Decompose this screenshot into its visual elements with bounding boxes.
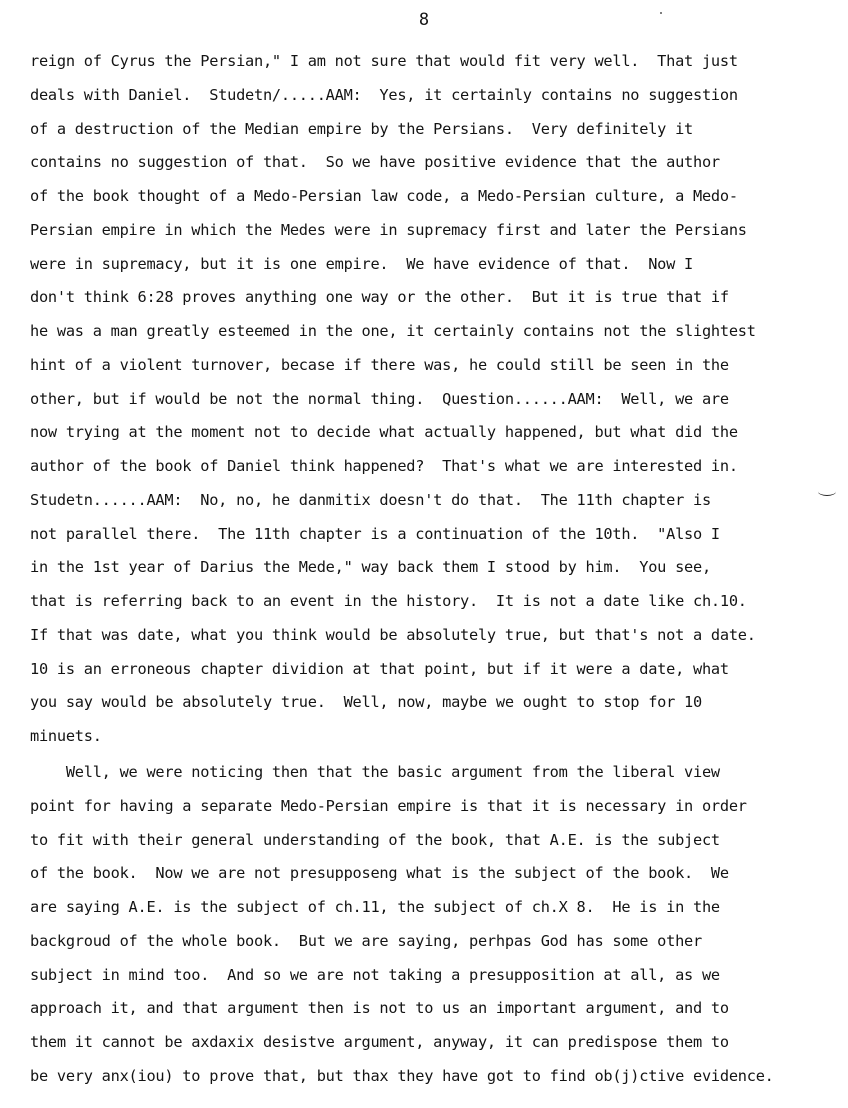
text-line: in the 1st year of Darius the Mede," way back them I stood by him. You see, — [30, 558, 711, 577]
text-line: now trying at the moment not to decide what actually happened, but what did the — [30, 423, 738, 442]
text-line: be very anx(iou) to prove that, but thax they have got to find ob(j)ctive evidence. — [30, 1066, 774, 1085]
text-line: Studetn......AAM: No, no, he danmitix doesn't do that. The 11th chapter is — [30, 490, 711, 509]
paragraph-start-line: Well, we were noticing then that the basic argument from the liberal view — [30, 763, 720, 781]
text-line: of a destruction of the Median empire by the Persians. Very definitely it — [30, 119, 694, 138]
text-line: point for having a separate Medo-Persian empire is that it is necessary in order — [30, 796, 747, 815]
text-line: of the book thought of a Medo-Persian law code, a Medo-Persian culture, a Medo- — [30, 187, 738, 205]
text-line: that is referring back to an event in the history. It is not a date like ch.10. — [30, 592, 747, 610]
text-line: you say would be absolutely true. Well, now, maybe we ought to stop for 10 — [30, 693, 702, 712]
text-line: backgroud of the whole book. But we are saying, perhpas God has some other — [30, 931, 702, 950]
text-line: them it cannot be axdaxix desistve argument, anyway, it can predispose them to — [30, 1033, 729, 1051]
text-line: reign of Cyrus the Persian," I am not sure that would fit very well. That just — [30, 52, 738, 70]
margin-pencil-mark — [818, 487, 836, 496]
text-line: were in supremacy, but it is one empire. We have evidence of that. Now I — [30, 254, 694, 273]
text-line: author of the book of Daniel think happened? That's what we are interested in. — [30, 457, 738, 475]
text-line: If that was date, what you think would be absolutely true, but that's not a date. — [30, 625, 756, 644]
text-line: hint of a violent turnover, becase if there was, he could still be seen in the — [30, 355, 729, 374]
text-line: approach it, and that argument then is not to us an important argument, and to — [30, 999, 729, 1018]
text-line: 10 is an erroneous chapter dividion at that point, but if it were a date, what — [30, 659, 729, 678]
text-line: subject in mind too. And so we are not taking a presupposition at all, as we — [30, 965, 720, 984]
text-line: of the book. Now we are not presupposeng what is the subject of the book. We — [30, 864, 729, 883]
text-line: deals with Daniel. Studetn/.....AAM: Yes, it certainly contains no suggestion — [30, 85, 738, 104]
text-line: are saying A.E. is the subject of ch.11, the subject of ch.X 8. He is in the — [30, 898, 720, 916]
text-line: he was a man greatly esteemed in the one, it certainly contains not the slightest — [30, 322, 756, 340]
text-line: contains no suggestion of that. So we have positive evidence that the author — [30, 153, 720, 172]
body-text — [30, 45, 848, 1094]
text-line: Persian empire in which the Medes were in supremacy first and later the Persians — [30, 220, 747, 239]
text-line: other, but if would be not the normal thing. Question......AAM: Well, we are — [30, 389, 729, 408]
text-line: don't think 6:28 proves anything one way or the other. But it is true that if — [30, 288, 729, 307]
text-line: not parallel there. The 11th chapter is a continuation of the 10th. "Also I — [30, 524, 720, 543]
text-line: minuets. — [30, 727, 102, 745]
text-line: to fit with their general understanding of the book, that A.E. is the subject — [30, 830, 720, 849]
page-number: 8 — [418, 10, 430, 30]
